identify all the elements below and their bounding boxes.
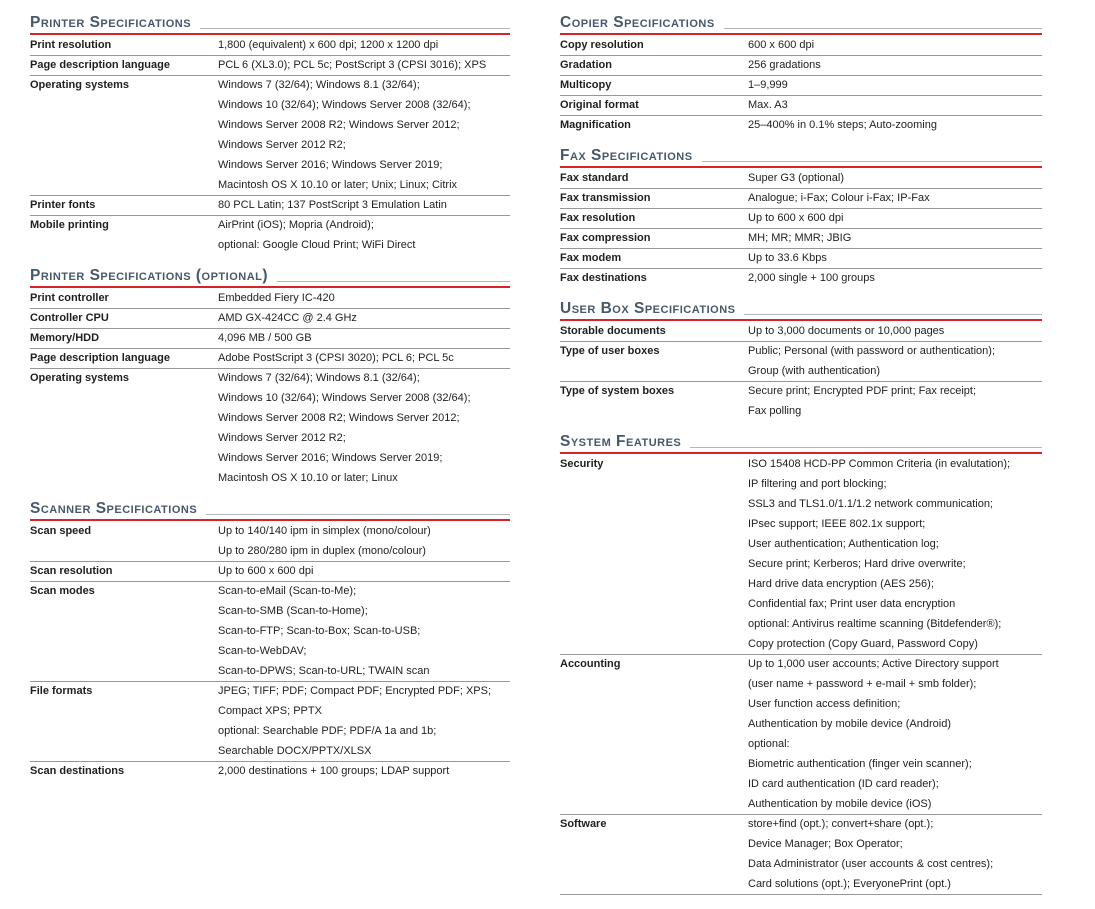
- spec-label: Multicopy: [560, 79, 612, 91]
- spec-label: Page description language: [30, 59, 170, 71]
- spec-row: [560, 95, 1042, 115]
- spec-section: [560, 300, 1042, 421]
- spec-label: Print resolution: [30, 39, 112, 51]
- spec-value-line: Analogue; i-Fax; Colour i-Fax; IP-Fax: [748, 192, 930, 204]
- spec-value: [218, 681, 510, 761]
- section-title: User Box Specifications: [560, 300, 736, 317]
- spec-row: [30, 681, 510, 761]
- spec-value-line: Scan-to-SMB (Scan-to-Home);: [218, 605, 368, 617]
- heading-tail-rule: [744, 314, 1042, 315]
- spec-row: [30, 288, 510, 308]
- spec-value-line: Windows Server 2008 R2; Windows Server 2012;: [218, 412, 460, 424]
- spec-label: Scan destinations: [30, 765, 125, 777]
- spec-value-line: Embedded Fiery IC-420: [218, 292, 335, 304]
- spec-value-line: Windows 10 (32/64); Windows Server 2008 (32/64);: [218, 392, 471, 404]
- spec-value: [748, 55, 1042, 75]
- heading-tail-rule: [206, 514, 510, 515]
- spec-value-line: Secure print; Kerberos; Hard drive overwrite;: [748, 558, 966, 570]
- spec-value: [748, 168, 1042, 188]
- section-heading: [560, 14, 1042, 35]
- spec-value-line: 1,800 (equivalent) x 600 dpi; 1200 x 1200 dpi: [218, 39, 439, 51]
- spec-row: [560, 321, 1042, 341]
- spec-value: [218, 215, 510, 255]
- spec-row: [30, 581, 510, 681]
- spec-row: [30, 368, 510, 488]
- spec-label: Mobile printing: [30, 219, 109, 231]
- section-title: System Features: [560, 433, 682, 450]
- heading-tail-rule: [200, 28, 510, 29]
- spec-rows: [30, 288, 510, 488]
- spec-value-line: Up to 600 x 600 dpi: [218, 565, 314, 577]
- spec-value: [218, 195, 510, 215]
- spec-value-line: Scan-to-eMail (Scan-to-Me);: [218, 585, 357, 597]
- spec-value-line: 600 x 600 dpi: [748, 39, 815, 51]
- spec-row: [560, 208, 1042, 228]
- spec-section: [30, 267, 510, 488]
- spec-value-line: Confidential fax; Print user data encryption: [748, 598, 956, 610]
- section-title: Printer Specifications: [30, 14, 192, 31]
- spec-value-line: Max. A3: [748, 99, 788, 111]
- section-title: Printer Specifications (optional): [30, 267, 269, 284]
- spec-value-line: User function access definition;: [748, 698, 901, 710]
- spec-rows: [560, 35, 1042, 135]
- spec-value-line: Windows Server 2016; Windows Server 2019;: [218, 452, 443, 464]
- spec-value: [218, 368, 510, 488]
- spec-row: [30, 55, 510, 75]
- section-title: Copier Specifications: [560, 14, 715, 31]
- section-heading: [30, 267, 510, 288]
- spec-value-line: Windows Server 2016; Windows Server 2019;: [218, 159, 443, 171]
- spec-label: Scan speed: [30, 525, 92, 537]
- spec-label: Controller CPU: [30, 312, 109, 324]
- left-column: [30, 14, 510, 894]
- spec-value-line: optional: Antivirus realtime scanning (Bitdefender®);: [748, 618, 1002, 630]
- spec-label: Print controller: [30, 292, 109, 304]
- spec-value-line: Windows 7 (32/64); Windows 8.1 (32/64);: [218, 372, 420, 384]
- spec-label: Fax modem: [560, 252, 622, 264]
- spec-label: Security: [560, 458, 604, 470]
- spec-label: File formats: [30, 685, 93, 697]
- section-heading: [30, 14, 510, 35]
- spec-value: [748, 454, 1042, 654]
- spec-row: [560, 115, 1042, 135]
- right-column: [560, 14, 1042, 894]
- spec-row: [560, 75, 1042, 95]
- spec-label: Operating systems: [30, 372, 130, 384]
- spec-row: [560, 55, 1042, 75]
- spec-value-line: 2,000 destinations + 100 groups; LDAP support: [218, 765, 450, 777]
- spec-value-line: Biometric authentication (finger vein scanner);: [748, 758, 972, 770]
- heading-tail-rule: [702, 161, 1042, 162]
- spec-value-line: Up to 33.6 Kbps: [748, 252, 827, 264]
- spec-label: Fax transmission: [560, 192, 651, 204]
- spec-value: [218, 581, 510, 681]
- spec-label: Fax resolution: [560, 212, 636, 224]
- spec-row: [30, 561, 510, 581]
- spec-value: [218, 561, 510, 581]
- spec-row: [560, 228, 1042, 248]
- spec-label: Type of user boxes: [560, 345, 660, 357]
- spec-label: Scan resolution: [30, 565, 113, 577]
- spec-value-line: SSL3 and TLS1.0/1.1/1.2 network communication;: [748, 498, 993, 510]
- spec-value: [748, 188, 1042, 208]
- spec-value-line: optional: Google Cloud Print; WiFi Direct: [218, 239, 416, 251]
- spec-value: [218, 521, 510, 561]
- spec-label: Fax destinations: [560, 272, 647, 284]
- spec-value-line: 80 PCL Latin; 137 PostScript 3 Emulation Latin: [218, 199, 447, 211]
- section-title: Fax Specifications: [560, 147, 693, 164]
- spec-row: [30, 215, 510, 255]
- heading-tail-rule: [277, 281, 510, 282]
- spec-value: [748, 341, 1042, 381]
- spec-label: Scan modes: [30, 585, 95, 597]
- spec-value-line: Device Manager; Box Operator;: [748, 838, 903, 850]
- section-heading: [560, 300, 1042, 321]
- spec-value-line: IP filtering and port blocking;: [748, 478, 887, 490]
- spec-value-line: Up to 600 x 600 dpi: [748, 212, 844, 224]
- spec-value-line: Macintosh OS X 10.10 or later; Unix; Linux; Citrix: [218, 179, 458, 191]
- spec-value-line: Windows Server 2008 R2; Windows Server 2012;: [218, 119, 460, 131]
- spec-value-line: 256 gradations: [748, 59, 821, 71]
- spec-label: Software: [560, 818, 607, 830]
- spec-value: [748, 321, 1042, 341]
- spec-value-line: User authentication; Authentication log;: [748, 538, 939, 550]
- spec-value-line: Secure print; Encrypted PDF print; Fax receipt;: [748, 385, 977, 397]
- spec-rows: [560, 321, 1042, 421]
- spec-value: [218, 55, 510, 75]
- spec-value-line: Authentication by mobile device (Android): [748, 718, 952, 730]
- spec-value: [748, 381, 1042, 421]
- spec-section: [560, 433, 1042, 894]
- spec-value-line: 1–9,999: [748, 79, 788, 91]
- spec-value-line: Up to 280/280 ipm in duplex (mono/colour): [218, 545, 426, 557]
- spec-value: [748, 268, 1042, 288]
- spec-row: [560, 654, 1042, 814]
- heading-tail-rule: [690, 447, 1042, 448]
- spec-value-line: Group (with authentication): [748, 365, 881, 377]
- section-heading: [30, 500, 510, 521]
- spec-value-line: Scan-to-FTP; Scan-to-Box; Scan-to-USB;: [218, 625, 421, 637]
- spec-value-line: IPsec support; IEEE 802.1x support;: [748, 518, 926, 530]
- spec-label: Original format: [560, 99, 639, 111]
- spec-label: Memory/HDD: [30, 332, 100, 344]
- spec-row: [30, 521, 510, 561]
- spec-rows: [30, 35, 510, 255]
- spec-value: [748, 35, 1042, 55]
- spec-value-line: 2,000 single + 100 groups: [748, 272, 875, 284]
- spec-value-line: Compact XPS; PPTX: [218, 705, 322, 717]
- spec-row: [560, 454, 1042, 654]
- spec-label: Fax compression: [560, 232, 651, 244]
- spec-value-line: Up to 1,000 user accounts; Active Directory support: [748, 658, 999, 670]
- section-heading: [560, 147, 1042, 168]
- spec-value: [748, 228, 1042, 248]
- spec-row: [30, 761, 510, 781]
- spec-value: [748, 654, 1042, 814]
- spec-value-line: Super G3 (optional): [748, 172, 844, 184]
- spec-value-line: Public; Personal (with password or authentication);: [748, 345, 996, 357]
- spec-value: [748, 814, 1042, 894]
- spec-value: [218, 288, 510, 308]
- spec-label: Accounting: [560, 658, 621, 670]
- spec-value-line: Data Administrator (user accounts & cost centres);: [748, 858, 994, 870]
- spec-row: [560, 248, 1042, 268]
- spec-value: [218, 35, 510, 55]
- spec-value-line: 4,096 MB / 500 GB: [218, 332, 312, 344]
- spec-value: [218, 761, 510, 781]
- spec-label: Storable documents: [560, 325, 666, 337]
- spec-value-line: MH; MR; MMR; JBIG: [748, 232, 852, 244]
- spec-row: [560, 341, 1042, 381]
- spec-label: Printer fonts: [30, 199, 96, 211]
- spec-value: [218, 308, 510, 328]
- spec-value-line: Scan-to-WebDAV;: [218, 645, 307, 657]
- spec-value: [218, 328, 510, 348]
- spec-label: Gradation: [560, 59, 612, 71]
- spec-row: [560, 268, 1042, 288]
- spec-value-line: (user name + password + e-mail + smb folder);: [748, 678, 977, 690]
- spec-section: [30, 500, 510, 781]
- spec-value-line: Hard drive data encryption (AES 256);: [748, 578, 934, 590]
- spec-value-line: Up to 140/140 ipm in simplex (mono/colour): [218, 525, 431, 537]
- section-title: Scanner Specifications: [30, 500, 198, 517]
- spec-value-line: Searchable DOCX/PPTX/XLSX: [218, 745, 372, 757]
- spec-value: [748, 75, 1042, 95]
- spec-value-line: Windows 10 (32/64); Windows Server 2008 (32/64);: [218, 99, 471, 111]
- spec-value-line: Windows 7 (32/64); Windows 8.1 (32/64);: [218, 79, 420, 91]
- spec-row: [560, 814, 1042, 894]
- spec-value-line: store+find (opt.); convert+share (opt.);: [748, 818, 934, 830]
- spec-rows: [560, 454, 1042, 894]
- spec-value-line: AMD GX-424CC @ 2.4 GHz: [218, 312, 357, 324]
- spec-row: [560, 168, 1042, 188]
- spec-value-line: Fax polling: [748, 405, 802, 417]
- spec-row: [30, 348, 510, 368]
- spec-value: [748, 115, 1042, 135]
- spec-value-line: ISO 15408 HCD-PP Common Criteria (in evalutation);: [748, 458, 1011, 470]
- spec-value: [748, 208, 1042, 228]
- spec-value-line: ID card authentication (ID card reader);: [748, 778, 939, 790]
- spec-label: Magnification: [560, 119, 631, 131]
- spec-value-line: Scan-to-DPWS; Scan-to-URL; TWAIN scan: [218, 665, 430, 677]
- spec-label: Type of system boxes: [560, 385, 675, 397]
- spec-value-line: AirPrint (iOS); Mopria (Android);: [218, 219, 374, 231]
- spec-value-line: Adobe PostScript 3 (CPSI 3020); PCL 6; PCL 5c: [218, 352, 454, 364]
- spec-value: [748, 248, 1042, 268]
- spec-row: [30, 195, 510, 215]
- spec-value: [748, 95, 1042, 115]
- spec-section: [560, 147, 1042, 288]
- spec-row: [30, 75, 510, 195]
- heading-tail-rule: [724, 28, 1042, 29]
- spec-rows: [560, 168, 1042, 288]
- spec-section: [560, 14, 1042, 135]
- spec-row: [30, 328, 510, 348]
- spec-rows: [30, 521, 510, 781]
- spec-value-line: Macintosh OS X 10.10 or later; Linux: [218, 472, 398, 484]
- spec-value: [218, 75, 510, 195]
- spec-value-line: optional: Searchable PDF; PDF/A 1a and 1b;: [218, 725, 437, 737]
- spec-value-line: optional:: [748, 738, 790, 750]
- spec-label: Page description language: [30, 352, 170, 364]
- spec-label: Copy resolution: [560, 39, 644, 51]
- spec-row: [560, 35, 1042, 55]
- spec-value-line: Windows Server 2012 R2;: [218, 139, 346, 151]
- spec-label: Operating systems: [30, 79, 130, 91]
- spec-value-line: Copy protection (Copy Guard, Password Copy): [748, 638, 978, 650]
- spec-value: [218, 348, 510, 368]
- spec-row: [30, 308, 510, 328]
- spec-row: [560, 188, 1042, 208]
- spec-value-line: JPEG; TIFF; PDF; Compact PDF; Encrypted PDF; XPS;: [218, 685, 492, 697]
- spec-value-line: Up to 3,000 documents or 10,000 pages: [748, 325, 945, 337]
- spec-row: [30, 35, 510, 55]
- spec-value-line: 25–400% in 0.1% steps; Auto-zooming: [748, 119, 937, 131]
- spec-value-line: Card solutions (opt.); EveryonePrint (opt.): [748, 878, 951, 890]
- spec-section: [30, 14, 510, 255]
- spec-value-line: Authentication by mobile device (iOS): [748, 798, 932, 810]
- section-heading: [560, 433, 1042, 454]
- spec-value-line: Windows Server 2012 R2;: [218, 432, 346, 444]
- spec-label: Fax standard: [560, 172, 629, 184]
- spec-row: [560, 381, 1042, 421]
- spec-value-line: PCL 6 (XL3.0); PCL 5c; PostScript 3 (CPSI 3016); XPS: [218, 59, 487, 71]
